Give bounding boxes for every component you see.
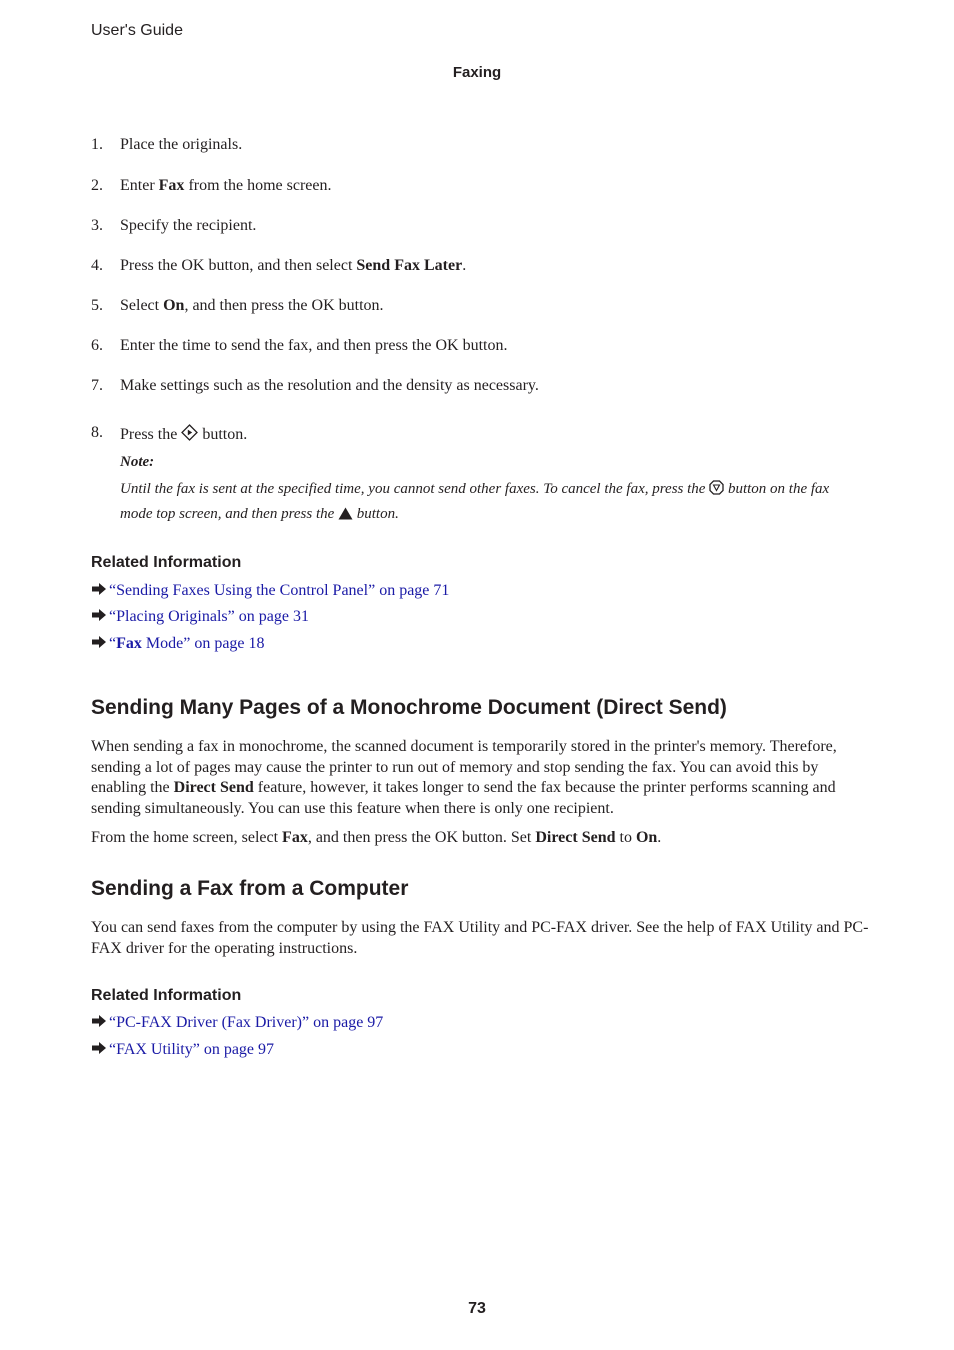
fax-from-computer-paragraph: You can send faxes from the computer by using the FAX Utility and PC-FAX driver. See the help of FAX Utility and PC-FAX driver for the operating instructions. xyxy=(91,919,869,957)
arrow-right-icon xyxy=(91,1014,107,1028)
step-text: Press the button. xyxy=(120,424,247,446)
step-number: 6. xyxy=(91,337,103,354)
step-number: 1. xyxy=(91,136,103,153)
arrow-right-icon xyxy=(91,582,107,596)
arrow-right-icon xyxy=(91,608,107,622)
step-number: 5. xyxy=(91,297,103,314)
start-button-icon xyxy=(181,424,198,446)
related-information-heading: Related Information xyxy=(91,987,242,1004)
note-text-line-2: mode top screen, and then press the button. xyxy=(120,506,399,525)
note-text-line-1: Until the fax is sent at the specified time, you cannot send other faxes. To cancel the fax, press the button on the fax xyxy=(120,480,829,500)
running-header-section: Faxing xyxy=(452,64,502,81)
page-number: 73 xyxy=(468,1300,486,1317)
direct-send-paragraph-2: From the home screen, select Fax, and then press the OK button. Set Direct Send to On. xyxy=(91,829,662,846)
step-number: 2. xyxy=(91,177,103,194)
related-link-placing-originals[interactable]: “Placing Originals” on page 31 xyxy=(91,608,309,626)
section-title-fax-from-computer: Sending a Fax from a Computer xyxy=(91,877,409,900)
step-text: Enter Fax from the home screen. xyxy=(120,177,332,194)
step-text: Specify the recipient. xyxy=(120,217,257,234)
step-text: Enter the time to send the fax, and then press the OK button. xyxy=(120,337,508,354)
step-text: Press the OK button, and then select Send Fax Later. xyxy=(120,257,467,274)
direct-send-paragraph-1: When sending a fax in monochrome, the scanned document is temporarily stored in the printer's memory. Therefore, sending a lot of pages may cause the printer to run out of memory and stop sending the fax. You can avoid this by enabling the Direct Send feature, however, it takes longer to send the fax because the printer performs scanning and sending simultaneously. You can use this feature when there is only one recipient. xyxy=(91,738,837,817)
note-label: Note: xyxy=(120,454,155,470)
arrow-right-icon xyxy=(91,635,107,649)
stop-button-icon xyxy=(709,480,724,500)
step-number: 8. xyxy=(91,424,103,441)
up-triangle-icon xyxy=(338,507,353,525)
related-link-fax-utility[interactable]: “FAX Utility” on page 97 xyxy=(91,1041,274,1059)
step-text: Place the originals. xyxy=(120,136,243,153)
step-number: 3. xyxy=(91,217,103,234)
related-link-pc-fax-driver[interactable]: “PC-FAX Driver (Fax Driver)” on page 97 xyxy=(91,1014,383,1032)
step-text: Select On, and then press the OK button. xyxy=(120,297,384,314)
step-number: 4. xyxy=(91,257,103,274)
arrow-right-icon xyxy=(91,1041,107,1055)
running-header-guide-title: User's Guide xyxy=(91,22,183,39)
related-information-heading: Related Information xyxy=(91,554,242,571)
related-link-sending-faxes-control-panel[interactable]: “Sending Faxes Using the Control Panel” on page 71 xyxy=(91,582,449,600)
related-link-fax-mode[interactable]: “Fax Mode” on page 18 xyxy=(91,635,265,653)
section-title-direct-send: Sending Many Pages of a Monochrome Document (Direct Send) xyxy=(91,696,727,719)
step-number: 7. xyxy=(91,377,103,394)
step-text: Make settings such as the resolution and the density as necessary. xyxy=(120,377,539,394)
